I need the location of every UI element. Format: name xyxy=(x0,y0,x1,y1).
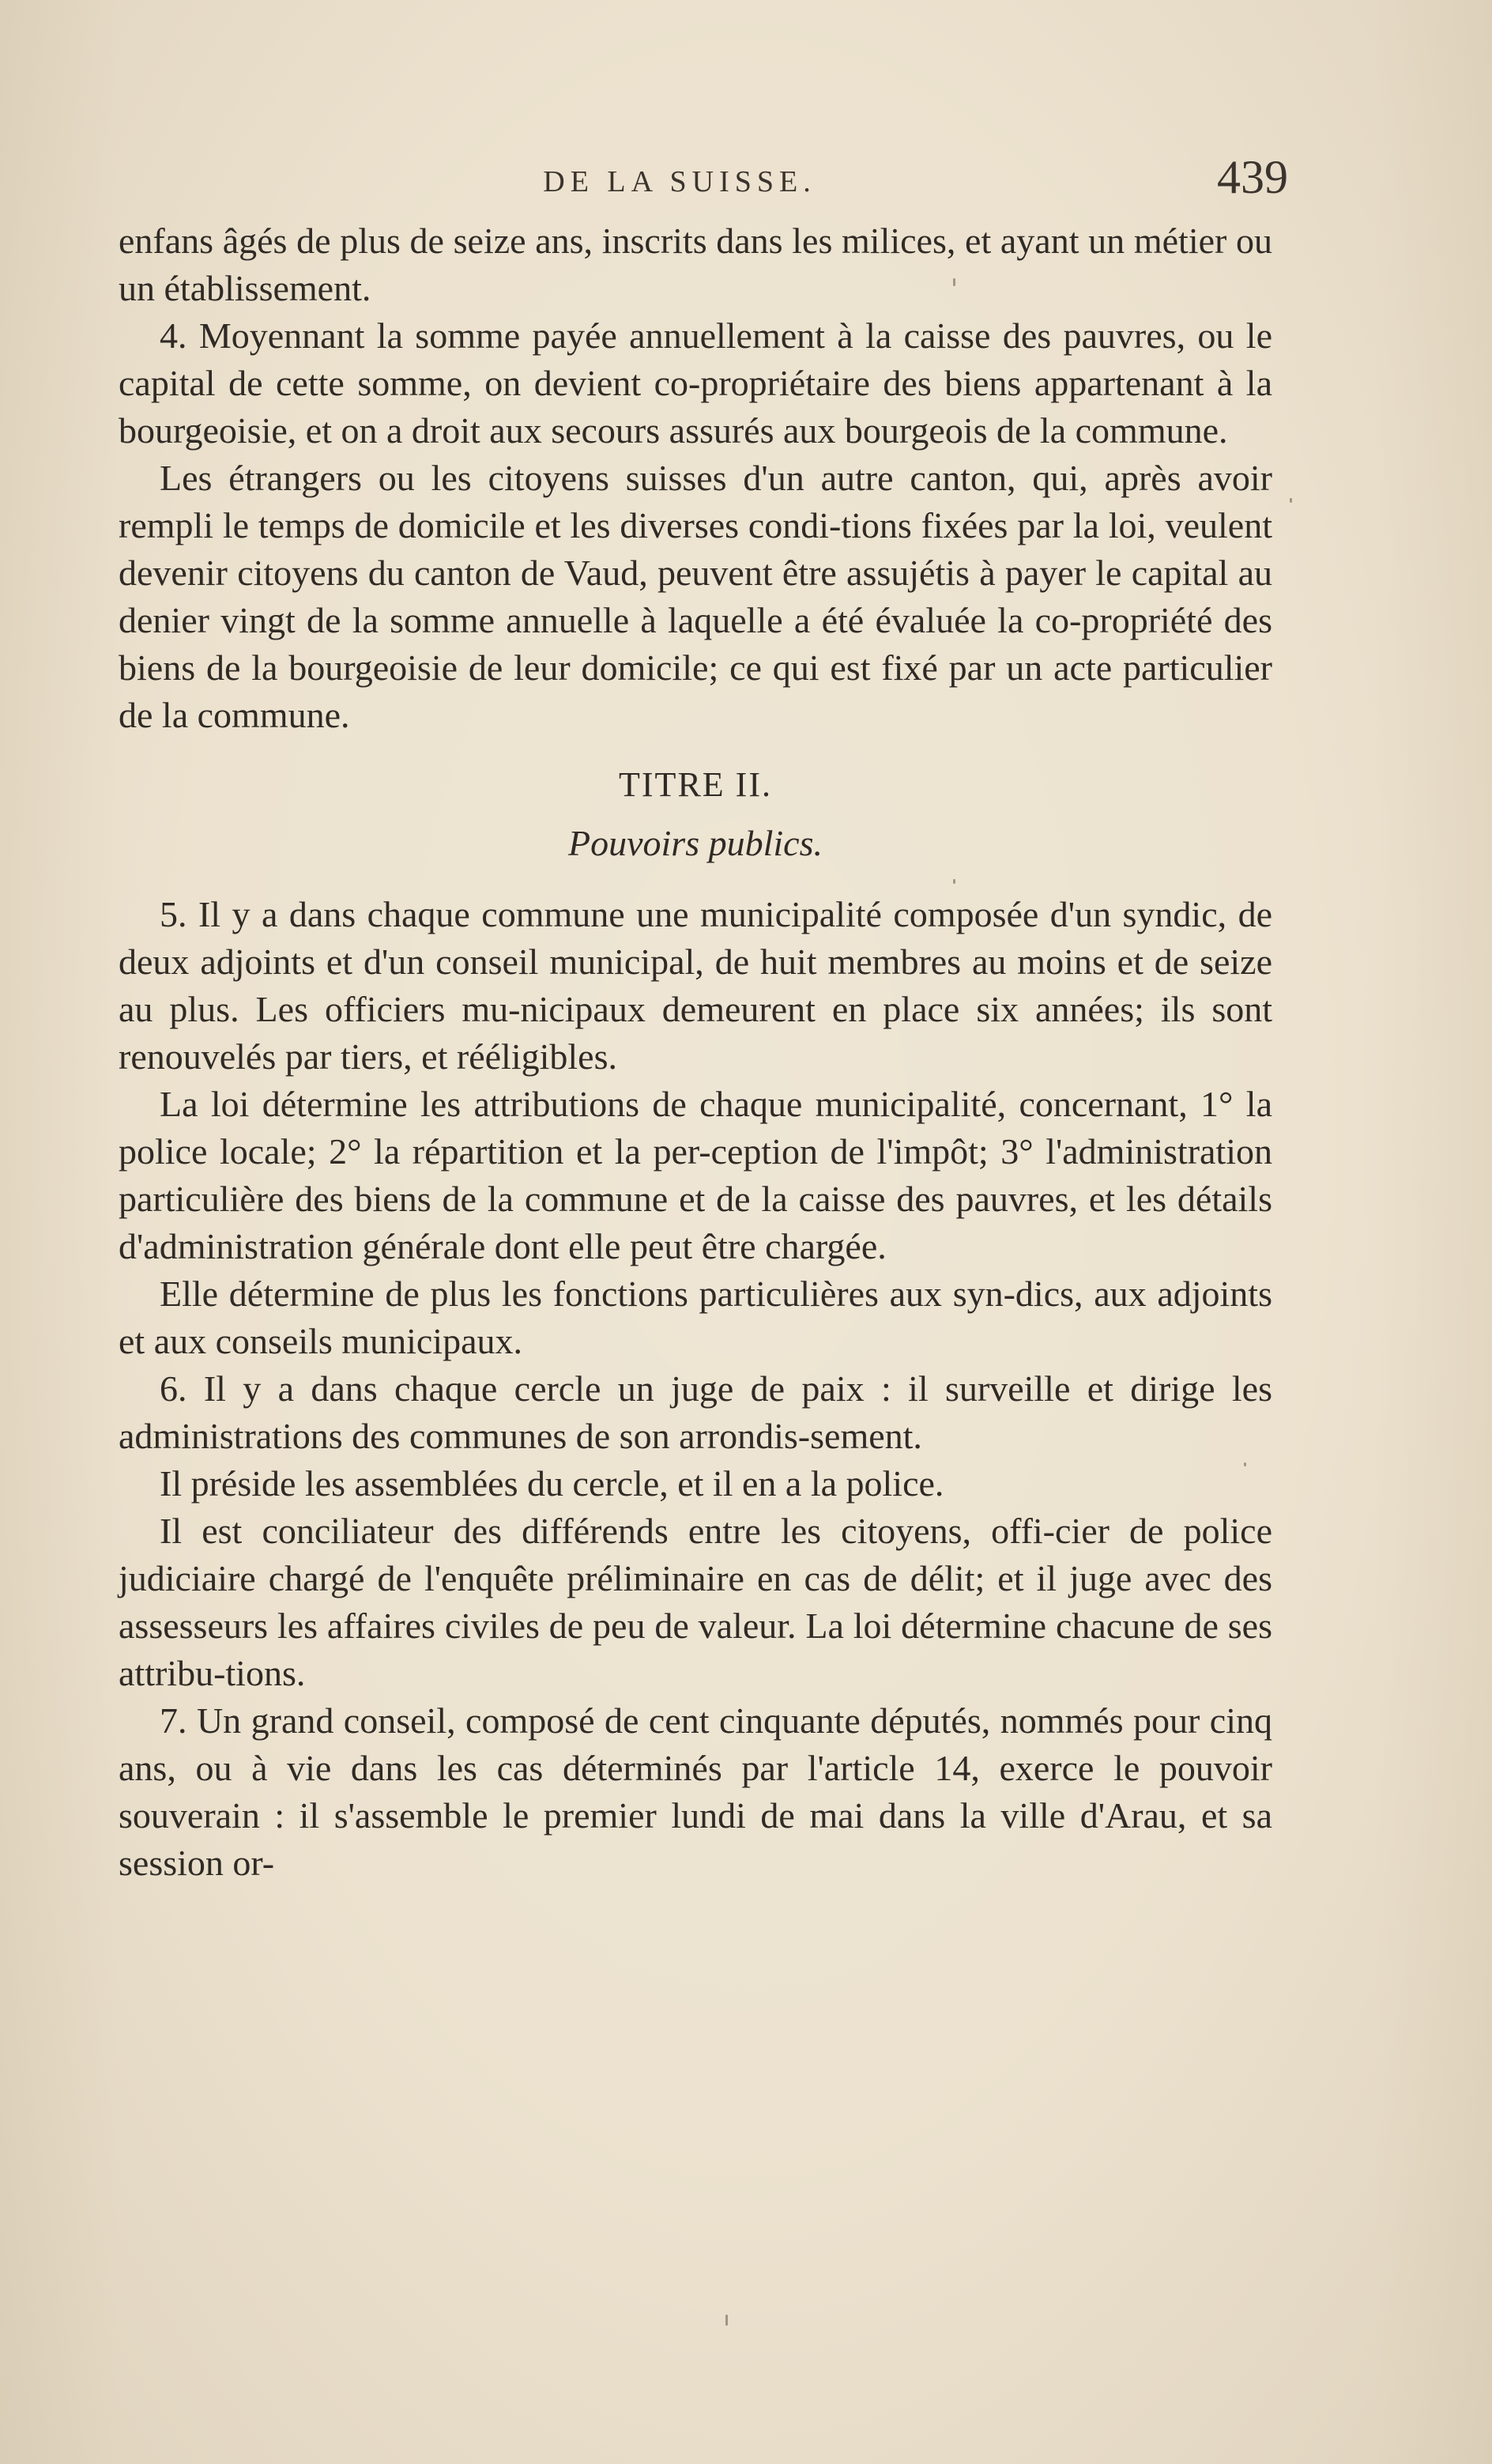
paper-speck xyxy=(725,2315,728,2326)
paragraph-municipal-attributions: La loi détermine les attributions de chaque municipalité, concernant, 1° la police locale; 2° la répartition et la per-ception de l'impôt; 3° l'administration particulière des biens de la commune et de la caisse des pauvres, et les détails d'administration générale dont elle peut être chargée. xyxy=(119,1084,1272,1266)
paper-speck xyxy=(953,278,955,286)
paragraph-continuation: enfans âgés de plus de seize ans, inscrits dans les milices, et ayant un métier ou un établissement. xyxy=(119,221,1272,308)
section-title: TITRE II. xyxy=(619,765,772,804)
running-title: DE LA SUISSE. xyxy=(543,165,816,198)
paragraph-conciliator: Il est conciliateur des différends entre les citoyens, offi-cier de police judiciaire chargé de l'enquête préliminaire en cas de délit; et il juge avec des assesseurs les affaires civiles de peu de valeur. La loi détermine chacune de ses attribu-tions. xyxy=(119,1511,1272,1693)
paper-speck xyxy=(953,879,955,884)
section-subtitle: Pouvoirs publics. xyxy=(568,823,823,863)
paragraph-article-4: 4. Moyennant la somme payée annuellement à la caisse des pauvres, ou le capital de cette somme, on devient co-propriétaire des biens appartenant à la bourgeoisie, et on a droit aux secours assurés aux bourgeois de la commune. xyxy=(119,315,1272,451)
page-number: 439 xyxy=(1217,151,1288,203)
running-header xyxy=(0,150,1492,213)
paragraph-foreigners: Les étrangers ou les citoyens suisses d'un autre canton, qui, après avoir rempli le temps de domicile et les diverses condi-tions fixées par la loi, veulent devenir citoyens du canton de Vaud, peuvent être assujétis à payer le capital au denier vingt de la somme annuelle à laquelle a été évaluée la co-propriété des biens de la bourgeoisie de leur domicile; ce qui est fixé par un acte particulier de la commune. xyxy=(119,458,1272,735)
body-text xyxy=(119,217,1272,1887)
paragraph-circle-assemblies: Il préside les assemblées du cercle, et il en a la police. xyxy=(160,1463,944,1504)
paragraph-syndic-functions: Elle détermine de plus les fonctions particulières aux syn-dics, aux adjoints et aux conseils municipaux. xyxy=(119,1274,1272,1361)
paragraph-article-5: 5. Il y a dans chaque commune une municipalité composée d'un syndic, de deux adjoints et d'un conseil municipal, de huit membres au moins et de seize au plus. Les officiers mu-nicipaux demeurent en place six années; ils sont renouvelés par tiers, et rééligibles. xyxy=(119,894,1272,1077)
paragraph-article-7: 7. Un grand conseil, composé de cent cinquante députés, nommés pour cinq ans, ou à vie dans les cas déterminés par l'article 14, exerce le pouvoir souverain : il s'assemble le premier lundi de mai dans la ville d'Arau, et sa session or- xyxy=(119,1700,1272,1883)
paper-speck xyxy=(1290,498,1292,503)
paragraph-article-6: 6. Il y a dans chaque cercle un juge de paix : il surveille et dirige les administrations des communes de son arrondis-sement. xyxy=(119,1368,1272,1456)
paper-speck xyxy=(1244,1462,1246,1466)
